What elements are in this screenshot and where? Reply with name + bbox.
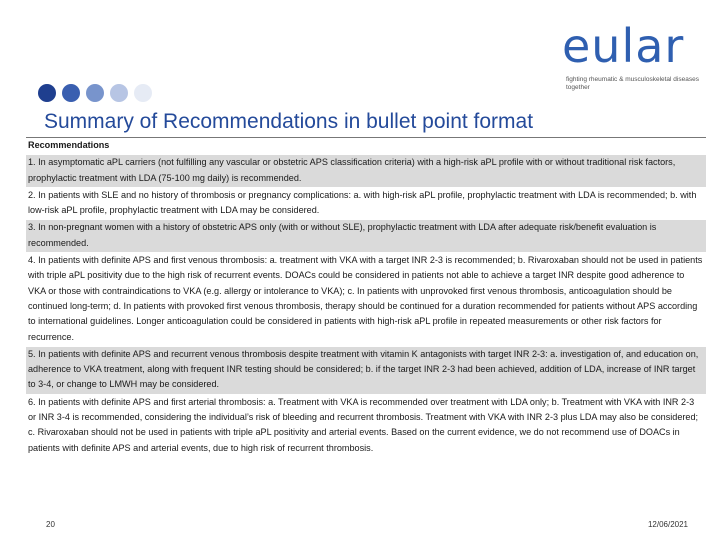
dot-2 bbox=[62, 84, 80, 102]
dot-1 bbox=[38, 84, 56, 102]
recommendation-row-5: 5. In patients with definite APS and recurrent venous thrombosis despite treatment with vitamin K antagonists with target INR 2-3: a. investigation of, and education on, adherence to VKA treatment, along with frequent INR testing should be considered; b. if the target INR 2-3 had been achieved, addition of LDA, increase of INR target to 3-4, or change to LMWH may be considered. bbox=[26, 347, 706, 395]
table-header: Recommendations bbox=[26, 138, 706, 155]
eular-logo-wordmark: eular bbox=[562, 19, 685, 73]
recommendation-row-4: 4. In patients with definite APS and first venous thrombosis: a. treatment with VKA with a target INR 2-3 is recommended; b. Rivaroxaban should not be used in patients with triple aPL positivity due to the high risk of recurrent events. DOACs could be considered in patients not able to achieve a target INR despite good adherence to VKA or those with contraindications to VKA (e.g. allergy or intolerance to VKA); c. In patients with unprovoked first venous thrombosis, anticoagulation should be continued long-term; d. In patients with provoked first venous thrombosis, therapy should be continued for a duration recommended for patients without APS according to international guidelines. Longer anticoagulation could be considered in patients with high-risk aPL profile in repeated measurements or other risk factors for recurrence. bbox=[26, 253, 706, 347]
slide-title: Summary of Recommendations in bullet point format bbox=[44, 110, 534, 133]
page-number: 20 bbox=[46, 520, 55, 529]
recommendation-row-6: 6. In patients with definite APS and first arterial thrombosis: a. Treatment with VKA is recommended over treatment with LDA only; b. Treatment with VKA with INR 2-3 or INR 3-4 is recommended, considering the individual’s risk of bleeding and recurrent thrombosis. Treatment with VKA with INR 2-3 plus LDA may also be considered; c. Rivaroxaban should not be used in patients with triple aPL positivity and arterial events. Based on the current evidence, we do not recommend use of DOACs in patients with definite APS and arterial events, due to high risk of recurrent thrombosis. bbox=[26, 395, 706, 458]
eular-logo-tagline: fighting rheumatic & musculoskeletal diseases together bbox=[566, 76, 699, 91]
recommendations-table bbox=[26, 137, 706, 458]
dot-5 bbox=[134, 84, 152, 102]
footer-date: 12/06/2021 bbox=[647, 520, 688, 529]
dot-3 bbox=[86, 84, 104, 102]
recommendation-row-1: 1. In asymptomatic aPL carriers (not fulfilling any vascular or obstetric APS classification criteria) with a high-risk aPL profile with or without traditional risk factors, prophylactic treatment with LDA (75-100 mg daily) is recommended. bbox=[26, 155, 706, 188]
recommendation-row-3: 3. In non-pregnant women with a history of obstetric APS only (with or without SLE), prophylactic treatment with LDA after adequate risk/benefit evaluation is recommended. bbox=[26, 220, 706, 253]
dot-4 bbox=[110, 84, 128, 102]
recommendation-row-2: 2. In patients with SLE and no history of thrombosis or pregnancy complications: a. with high-risk aPL profile, prophylactic treatment with LDA is recommended; b. with low-risk aPL profile, prophylactic treatment with LDA may be considered. bbox=[26, 188, 706, 221]
